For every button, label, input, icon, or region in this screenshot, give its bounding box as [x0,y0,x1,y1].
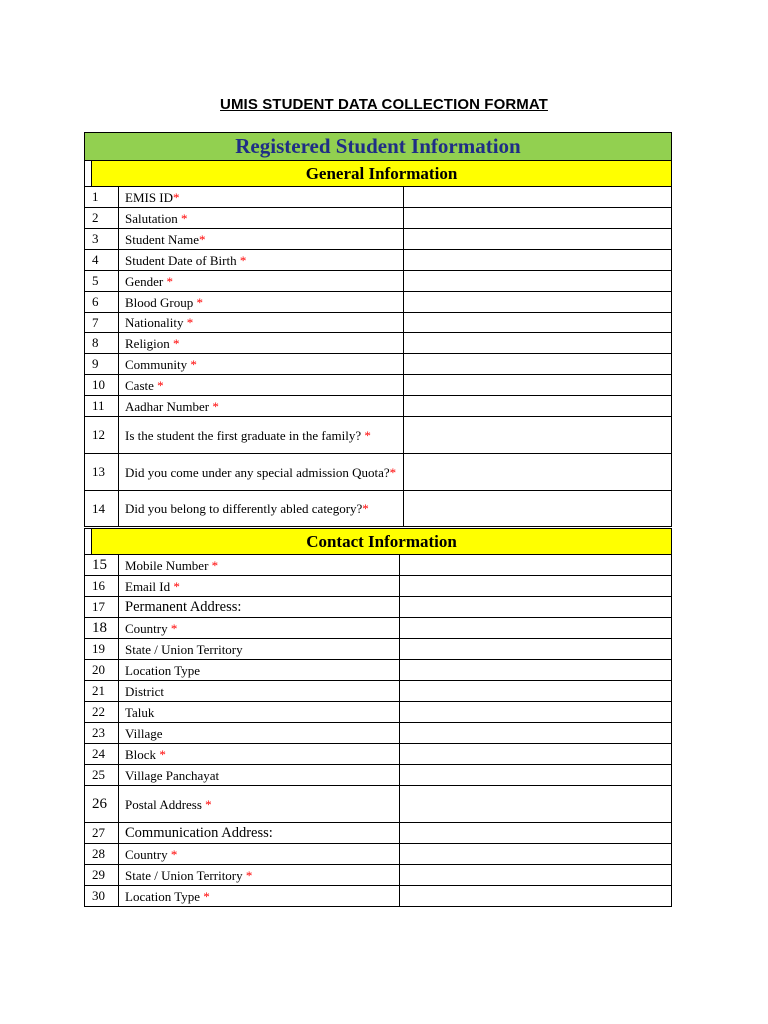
field-value-cell[interactable] [404,454,672,491]
field-label: Permanent Address: [125,598,242,615]
field-value-cell[interactable] [404,491,672,527]
field-value-cell[interactable] [404,333,672,354]
field-label-cell [119,396,404,417]
field-label: Nationality [125,315,187,330]
contact-section-title: Contact Information [91,529,671,554]
table-row [85,396,672,417]
field-value-cell[interactable] [400,702,672,723]
field-label: Communication Address: [125,824,273,841]
field-label: Location Type [125,888,204,904]
row-number: 3 [85,229,119,250]
required-mark: * [199,231,206,247]
table-row [85,660,672,681]
field-label-cell [119,618,400,639]
field-label: Gender [125,273,167,289]
table-row [85,597,672,618]
field-label: Mobile Number [125,557,212,573]
field-label-cell [119,723,400,744]
field-value-cell[interactable] [404,229,672,250]
field-label: Block [125,746,160,762]
table-row [85,375,672,396]
required-mark: * [212,398,219,414]
table-row [85,844,672,865]
field-label-cell [119,576,400,597]
table-row [85,271,672,292]
field-label-cell [119,208,404,229]
field-value-cell[interactable] [400,723,672,744]
row-number: 2 [85,208,119,229]
field-value-cell[interactable] [404,250,672,271]
field-value-cell[interactable] [400,823,672,844]
required-mark: * [157,377,164,393]
field-label: Caste [125,377,158,393]
table-row [85,639,672,660]
field-label-cell [119,555,400,576]
field-label: Village [125,725,163,741]
required-mark: * [173,189,180,205]
row-number: 5 [85,271,119,292]
field-value-cell[interactable] [404,375,672,396]
table-row [85,786,672,823]
field-value-cell[interactable] [404,292,672,313]
table-row [85,333,672,354]
table-row [85,765,672,786]
field-label-cell [119,271,404,292]
general-rows [85,187,672,527]
table-row [85,823,672,844]
row-number: 14 [85,491,119,527]
field-value-cell[interactable] [400,765,672,786]
field-label-cell [119,681,400,702]
field-value-cell[interactable] [404,313,672,333]
table-row [85,744,672,765]
table-row [85,576,672,597]
field-value-cell[interactable] [404,208,672,229]
field-value-cell[interactable] [404,396,672,417]
field-label: Religion [125,335,174,351]
field-value-cell[interactable] [404,417,672,454]
field-label-cell [119,886,400,907]
row-number: 11 [85,396,119,417]
field-value-cell[interactable] [400,744,672,765]
field-label-cell [119,597,400,618]
required-mark: * [364,427,371,443]
table-row [85,555,672,576]
row-number: 25 [85,765,119,786]
field-label: Did you come under any special admission Quota? [125,464,390,480]
field-label: Location Type [125,662,201,678]
table-row [85,313,672,333]
field-label-cell [119,765,400,786]
field-label: Country [125,620,171,636]
field-value-cell[interactable] [404,187,672,208]
field-value-cell[interactable] [404,354,672,375]
field-label: Email Id [125,578,174,594]
field-label-cell [119,454,404,491]
row-number: 20 [85,660,119,681]
required-mark: * [180,210,188,226]
required-mark: * [190,356,197,372]
row-number: 15 [85,555,119,576]
field-value-cell[interactable] [400,639,672,660]
required-mark: * [205,796,212,812]
field-value-cell[interactable] [400,660,672,681]
required-mark: * [186,315,194,330]
field-value-cell[interactable] [400,786,672,823]
row-number: 28 [85,844,119,865]
field-label: Taluk [125,704,155,720]
row-number: 29 [85,865,119,886]
table-row [85,723,672,744]
field-label: Student Date of Birth [125,252,240,268]
required-mark: * [203,888,210,904]
field-value-cell[interactable] [400,555,672,576]
field-label: Village Panchayat [125,767,220,783]
row-number: 18 [85,618,119,639]
row-number: 6 [85,292,119,313]
field-label: EMIS ID [125,189,174,205]
row-number: 26 [85,786,119,823]
table-row [85,886,672,907]
row-number: 19 [85,639,119,660]
row-number: 13 [85,454,119,491]
field-value-cell[interactable] [404,271,672,292]
field-label-cell [119,354,404,375]
table-row [85,491,672,527]
table-row [85,250,672,271]
table-row [85,618,672,639]
field-label: Community [125,356,191,372]
field-label-cell [119,292,404,313]
table-row [85,702,672,723]
row-number: 30 [85,886,119,907]
table-row [85,417,672,454]
field-label: State / Union Territory [125,641,243,657]
table-row [85,354,672,375]
row-number: 1 [85,187,119,208]
row-number: 22 [85,702,119,723]
field-label: Salutation [125,210,181,226]
required-mark: * [170,846,178,862]
required-mark: * [196,294,203,310]
general-section-title: General Information [91,161,671,186]
field-label: Student Name [125,231,200,247]
required-mark: * [362,501,369,516]
field-label: State / Union Territory [125,867,246,883]
field-value-cell[interactable] [400,844,672,865]
field-label-cell [119,639,400,660]
table-row [85,454,672,491]
field-label-cell [119,491,404,527]
required-mark: * [239,252,247,268]
table-row [85,292,672,313]
field-label: District [125,683,164,699]
field-label-cell [119,417,404,454]
field-label-cell [119,333,404,354]
table-row [85,187,672,208]
table-row [85,865,672,886]
field-label: Is the student the first graduate in the family? [125,427,365,443]
row-number: 21 [85,681,119,702]
table-row [85,229,672,250]
field-value-cell[interactable] [400,618,672,639]
field-label: Postal Address [125,796,206,812]
row-number: 12 [85,417,119,454]
field-label: Country [125,846,171,862]
required-mark: * [245,867,253,883]
field-label-cell [119,313,404,333]
row-number: 10 [85,375,119,396]
required-mark: * [173,578,180,594]
field-label-cell [119,250,404,271]
row-number: 7 [85,313,119,333]
field-label-cell [119,744,400,765]
field-label: Did you belong to differently abled category? [125,501,363,516]
field-label-cell [119,660,400,681]
document-title: UMIS STUDENT DATA COLLECTION FORMAT [220,96,548,113]
field-label-cell [119,187,404,208]
row-number: 9 [85,354,119,375]
row-number: 4 [85,250,119,271]
field-label-cell [119,844,400,865]
field-label: Aadhar Number [125,398,213,414]
row-number: 8 [85,333,119,354]
field-label-cell [119,823,400,844]
field-value-cell[interactable] [400,865,672,886]
required-mark: * [159,746,166,762]
field-label-cell [119,702,400,723]
main-header: Registered Student Information [85,133,672,161]
field-value-cell[interactable] [400,576,672,597]
field-value-cell[interactable] [400,681,672,702]
contact-info-table [84,528,672,907]
required-mark: * [170,620,178,636]
field-label-cell [119,786,400,823]
field-label: Blood Group [125,294,197,310]
row-number: 24 [85,744,119,765]
field-label-cell [119,375,404,396]
contact-section-header-cell [85,529,672,555]
field-value-cell[interactable] [400,886,672,907]
required-mark: * [173,335,180,351]
row-number: 23 [85,723,119,744]
general-section-header-cell [85,161,672,187]
field-label-cell [119,229,404,250]
field-value-cell[interactable] [400,597,672,618]
table-row [85,208,672,229]
row-number: 17 [85,597,119,618]
field-label-cell [119,865,400,886]
required-mark: * [389,464,397,480]
required-mark: * [166,273,174,289]
table-row [85,681,672,702]
row-number: 16 [85,576,119,597]
required-mark: * [211,557,219,573]
row-number: 27 [85,823,119,844]
contact-rows [85,555,672,907]
general-info-table [84,132,672,527]
